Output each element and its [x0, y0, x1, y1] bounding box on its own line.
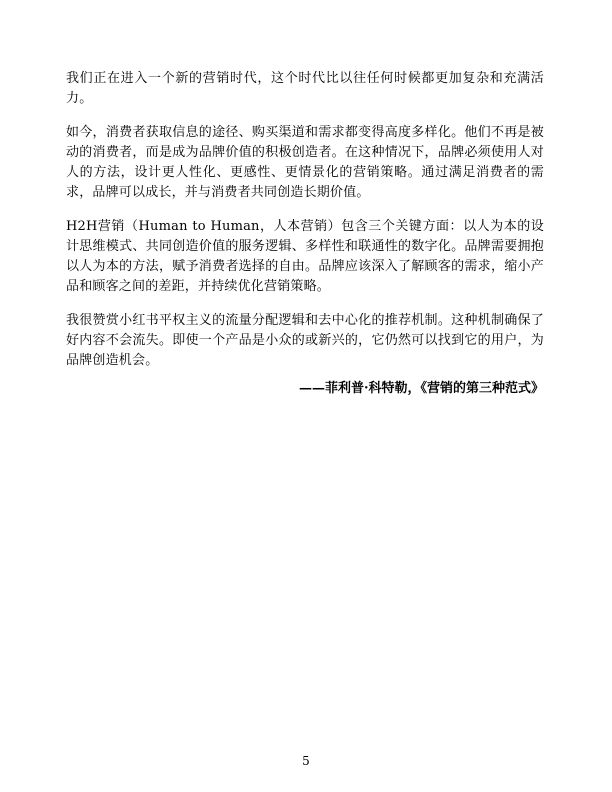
paragraph-consumers: 如今，消费者获取信息的途径、购买渠道和需求都变得高度多样化。他们不再是被动的消费者，而是成为品牌价值的积极创造者。在这种情况下，品牌必须使用人对人的方法，设计更人性化、更感性、更情景化的营销策略。通过满足消费者的需求，品牌可以成长，并与消费者共同创造长期价值。 — [66, 125, 544, 200]
paragraph-intro: 我们正在进入一个新的营销时代，这个时代比以往任何时候都更加复杂和充满活力。 — [66, 71, 544, 106]
paragraph-xiaohongshu: 我很赞赏小红书平权主义的流量分配逻辑和去中心化的推荐机制。这种机制确保了好内容不会流失。即使一个产品是小众的或新兴的，它仍然可以找到它的用户，为品牌创造机会。 — [66, 313, 544, 368]
quote-attribution: ——菲利普·科特勒，《营销的第三种范式》 — [298, 381, 544, 396]
paragraph-h2h-marketing: H2H营销（Human to Human，人本营销）包含三个关键方面：以人为本的设计思维模式、共同创造价值的服务逻辑、多样性和联通性的数字化。品牌需要拥抱以人为本的方法，赋予消费者选择的自由。品牌应该深入了解顾客的需求，缩小产品和顾客之间的差距，并持续优化营销策略。 — [66, 219, 544, 294]
body-text — [66, 69, 544, 399]
page-number: 5 — [302, 754, 310, 768]
